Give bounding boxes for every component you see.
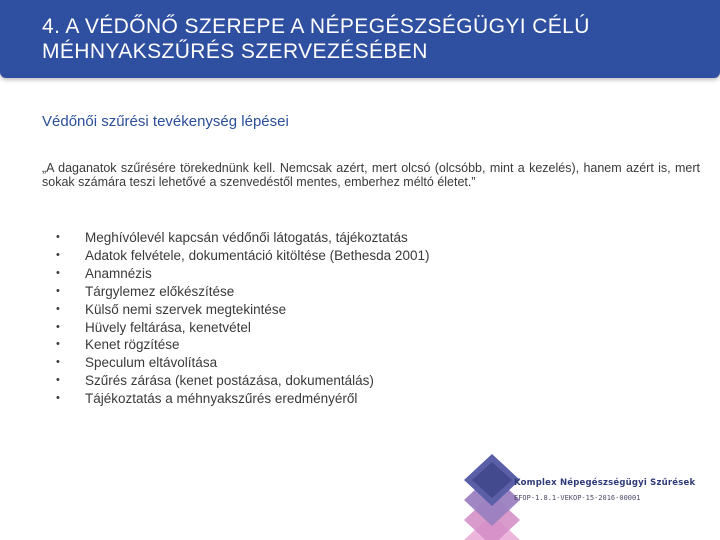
- step-item: [56, 301, 429, 319]
- bullet-icon: •: [56, 248, 60, 261]
- logo-name: Komplex Népegészségügyi Szűrések: [514, 478, 696, 488]
- slide-title-line-2: MÉHNYAKSZŰRÉS SZERVEZÉSÉBEN: [42, 40, 428, 63]
- step-text: Tárgylemez előkészítése: [85, 283, 235, 299]
- bullet-icon: •: [56, 374, 60, 387]
- bullet-icon: •: [56, 302, 60, 315]
- step-text: Anamnézis: [85, 265, 152, 281]
- bullet-icon: •: [56, 284, 60, 297]
- bullet-icon: •: [56, 338, 60, 351]
- title-bar: [0, 0, 720, 78]
- step-item: [56, 229, 429, 247]
- bullet-icon: •: [56, 266, 60, 279]
- slide-title: [42, 14, 702, 64]
- step-text: Szűrés zárása (kenet postázása, dokumentálás): [85, 373, 374, 389]
- step-text: Meghívólevél kapcsán védőnői látogatás, tájékoztatás: [85, 230, 408, 245]
- step-item: [56, 319, 429, 337]
- logo-code: EFOP-1.8.1-VEKOP-15-2016-00001: [514, 494, 641, 502]
- steps-list: [56, 229, 429, 408]
- bullet-icon: •: [56, 356, 60, 369]
- slide-title-line-1: 4. A VÉDŐNŐ SZEREPE A NÉPEGÉSZSÉGÜGYI CÉLÚ: [42, 15, 590, 38]
- step-text: Tájékoztatás a méhnyakszűrés eredményéről: [85, 391, 358, 407]
- step-text: Hüvely feltárása, kenetvétel: [85, 319, 251, 335]
- step-text: Kenet rögzítése: [85, 337, 180, 353]
- logo-text: [514, 478, 695, 507]
- step-item: [56, 390, 429, 408]
- bullet-icon: •: [56, 392, 60, 405]
- slide-subtitle: Védőnői szűrési tevékenység lépései: [42, 113, 289, 130]
- step-text: Külső nemi szervek megtekintése: [85, 301, 287, 317]
- step-text: Speculum eltávolítása: [85, 355, 218, 371]
- step-item: [56, 247, 429, 265]
- step-text: Adatok felvétele, dokumentáció kitöltése (Bethesda 2001): [85, 247, 430, 263]
- step-item: [56, 336, 429, 354]
- quote-paragraph: „A daganatok szűrésére törekednünk kell. Nemcsak azért, mert olcsó (olcsóbb, mint a kezelés), hanem azért is, mert sokak számára teszi lehetővé a szenvedéstől mentes, emberhez méltó életet.”: [42, 161, 700, 189]
- step-item: [56, 265, 429, 283]
- step-item: [56, 372, 429, 390]
- bullet-icon: •: [56, 320, 60, 333]
- step-item: [56, 283, 429, 301]
- bullet-icon: •: [56, 231, 60, 243]
- step-item: [56, 354, 429, 372]
